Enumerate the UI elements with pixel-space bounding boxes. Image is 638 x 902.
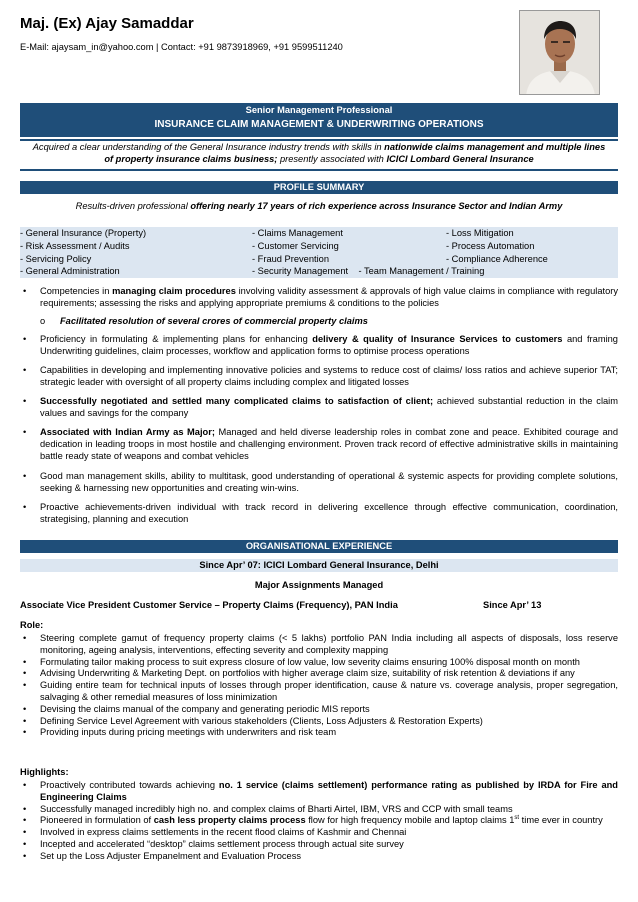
list-item: • Set up the Loss Adjuster Empanelment and Evaluation Process [20,851,618,863]
intro-statement [20,142,618,166]
list-item: • Proactively contributed towards achieving no. 1 service (claims settlement) performance rating as published by IRDA for Fire and Engineering Claims [20,780,618,804]
profile-bullets [20,396,618,420]
skill-item: - General Insurance (Property) [20,228,147,238]
skill-item: - Compliance Adherence [446,253,548,264]
banner-subtitle: Senior Management Professional [245,105,393,115]
profile-bullets [20,286,618,310]
list-item: • Advising Underwriting & Marketing Dept. on portfolios with higher average claim size, suitability of risk retention & deviations if any [20,668,618,680]
role-title: Associate Vice President Customer Service – Property Claims (Frequency), PAN India [20,600,398,610]
skill-item: - Loss Mitigation [446,228,514,238]
skills-row [20,227,618,240]
banner-title: INSURANCE CLAIM MANAGEMENT & UNDERWRITING OPERATIONS [154,118,484,130]
tagline-text: Results-driven professional [75,201,191,211]
list-item: • Defining Service Level Agreement with various stakeholders (Clients, Loss Adjusters & Restoration Experts) [20,716,618,728]
skill-item: - Claims Management [252,228,343,238]
skills-row [20,253,618,266]
profile-tagline [20,201,618,213]
list-item: • Competencies in managing claim procedures involving validity assessment & approvals of high value claims in compliance with regulatory requirements; assessing the risks and applying appropriate premiums & conditions to the policies [20,286,618,310]
major-assignments-heading: Major Assignments Managed [254,580,384,590]
skills-row [20,240,618,253]
headline-banner [20,103,618,137]
list-item: • Successfully negotiated and settled many complicated claims to satisfaction of client; achieved substantial reduction in the claim values and savings for the company [20,396,618,420]
list-item: • Proficiency in formulating & implementing plans for enhancing delivery & quality of Insurance Services to customers and framing Underwriting guidelines, claim processes, workflow and application forms to optimise process operations [20,334,618,358]
profile-bullets [20,365,618,389]
profile-bullets [20,334,618,358]
role-since: Since Apr’ 13 [483,600,542,610]
list-item: • Devising the claims manual of the company and generating periodic MIS reports [20,704,618,716]
profile-bullets [20,502,618,526]
skill-item: - Fraud Prevention [252,253,329,264]
intro-text: Acquired a clear understanding of the General Insurance industry trends with skills in [32,142,385,152]
skill-item: - General Administration [20,266,120,277]
role-bullets [20,633,618,739]
intro-emphasis: nationwide claims management and multiple lines [384,142,606,152]
intro-text: presently associated with [277,153,387,164]
employer-line: Since Apr’ 07: ICICI Lombard General Insurance, Delhi [20,559,618,572]
list-item: • Involved in express claims settlements in the recent flood claims of Kashmir and Chennai [20,827,618,839]
list-item: • Guiding entire team for technical inputs of losses through proper identification, cause & nature vs. coverage analysis, proper segregation, salvaging & other remedial measures of loss minimization [20,680,618,704]
tagline-emphasis: offering nearly 17 years of rich experience across Insurance Sector and Indian Army [190,201,563,211]
list-item: • Formulating tailor making process to suit express closure of low value, low severity claims ensuring 100% disposal month on month [20,657,618,669]
highlight-bullets [20,780,618,863]
list-item: • Incepted and accelerated “desktop” claims settlement process through actual site survey [20,839,618,851]
divider [20,169,618,171]
intro-company: ICICI Lombard General Insurance [386,153,534,164]
skills-row [20,265,618,278]
list-item: • Proactive achievements-driven individual with track record in delivering excellence through effective communication, coordination, strategising, planning and execution [20,502,618,526]
list-item: • Pioneered in formulation of cash less property claims process flow for high frequency mobile and laptop claims 1st time ever in country [20,815,618,827]
divider [20,139,618,141]
profile-bullets [20,427,618,462]
organisational-experience-heading: ORGANISATIONAL EXPERIENCE [20,540,618,553]
role-label: Role: [20,620,44,630]
profile-bullets [20,471,618,495]
list-item: • Good man management skills, ability to multitask, good understanding of operational & systemic aspects for providing complete solutions, seeking & harnessing new opportunities and creating win-wins. [20,471,618,495]
intro-emphasis: of property insurance claims business; [104,153,278,164]
list-item: • Steering complete gamut of frequency property claims (< 5 lakhs) portfolio PAN India including all aspects of disposals, loss reserve monitoring, ageing analysis, interventions, effecting severity and complexity mapping [20,633,618,657]
skill-item: - Security Management - Team Management / Training [252,266,485,277]
candidate-name: Maj. (Ex) Ajay Samaddar [20,15,194,32]
skill-item: - Process Automation [446,240,535,251]
sub-bullet: o Facilitated resolution of several crores of commercial property claims [60,316,600,328]
profile-photo [519,10,600,95]
skill-item: - Risk Assessment / Audits [20,240,130,251]
highlights-label: Highlights: [20,767,69,777]
list-item: • Associated with Indian Army as Major; Managed and held diverse leadership roles in combat zone and peace. Exhibited courage and dedication in leading troops in most hostile and challenging environment. Proven track record of effective administrative skills in maintaining battle ready state of weapons and combat vehicles [20,427,618,462]
skill-item: - Servicing Policy [20,253,92,264]
profile-summary-heading: PROFILE SUMMARY [20,181,618,194]
person-photo-icon [520,11,600,95]
list-item: • Successfully managed incredibly high no. and complex claims of Bharti Airtel, IBM, VRS and CCP with small teams [20,804,618,816]
contact-line: E-Mail: ajaysam_in@yahoo.com | Contact: +91 9873918969, +91 9599511240 [20,42,343,52]
skills-grid [20,227,618,278]
skill-item: - Customer Servicing [252,240,339,251]
list-item: • Providing inputs during pricing meetings with underwriters and risk team [20,727,618,739]
list-item: • Capabilities in developing and implementing innovative policies and systems to reduce cost of claims/ loss ratios and achieve superior TAT; strategic leader with oversight of all property claims including complex and litigated losses [20,365,618,389]
